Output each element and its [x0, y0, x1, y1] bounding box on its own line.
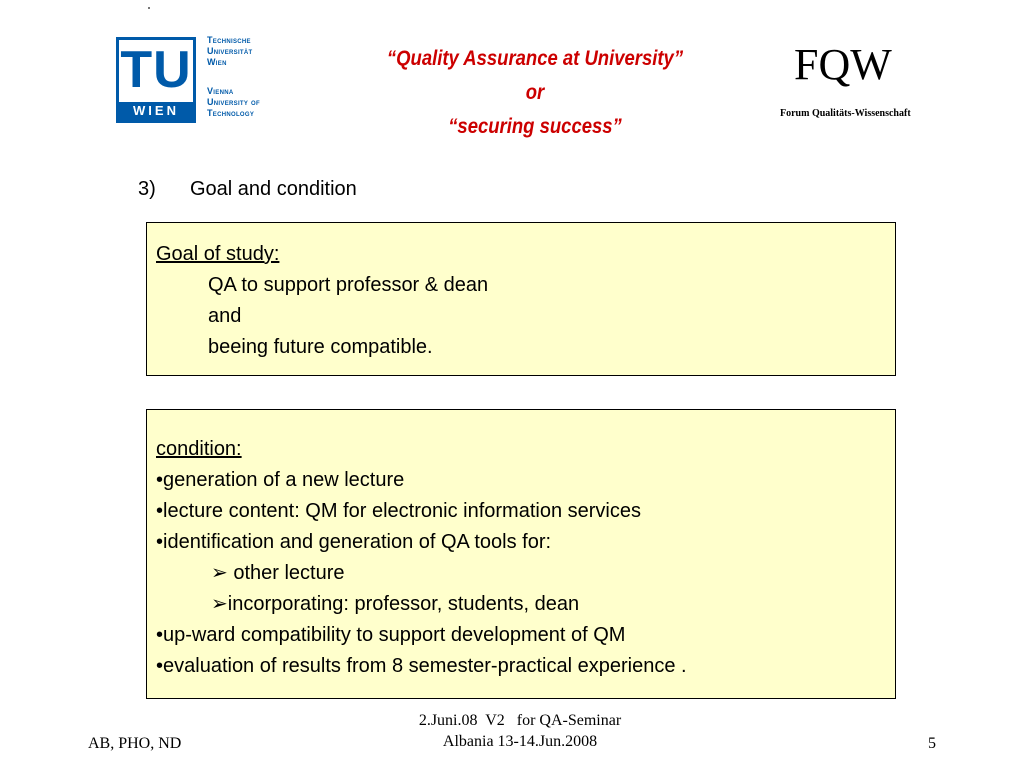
condition-heading: condition: — [156, 438, 242, 460]
footer-event-line: 2.Juni.08 V2 for QA-Seminar — [418, 712, 622, 729]
slide-title — [328, 42, 742, 144]
org-full-name: Forum Qualitäts-Wissenschaft — [780, 108, 911, 119]
title-line: “Quality Assurance at University” — [386, 47, 684, 70]
condition-subitem: ➢incorporating: professor, students, dean — [211, 593, 580, 615]
section-title: Goal and condition — [190, 178, 357, 200]
logo-name-en-line: Technology — [207, 108, 255, 118]
logo-name-de-line: Wien — [207, 57, 227, 67]
section-number: 3) — [138, 178, 156, 200]
footer-event-info — [340, 710, 700, 752]
footer-authors: AB, PHO, ND — [88, 735, 182, 752]
decorative-dot — [148, 7, 150, 9]
goal-heading: Goal of study: — [156, 243, 280, 265]
logo-name-en-line: University of — [207, 97, 260, 107]
footer-event-line: Albania 13-14.Jun.2008 — [442, 733, 598, 750]
goal-line: QA to support professor & dean — [208, 274, 489, 296]
goal-line: and — [208, 305, 242, 327]
condition-item: •up-ward compatibility to support development of QM — [156, 624, 626, 646]
logo-name-de-line: Technische — [207, 35, 251, 45]
condition-item: •identification and generation of QA tools for: — [156, 531, 552, 553]
goal-box — [146, 222, 896, 376]
condition-item: •generation of a new lecture — [156, 469, 405, 491]
logo-name-english — [207, 86, 260, 119]
tu-wien-logo — [116, 37, 196, 123]
condition-item: •evaluation of results from 8 semester-practical experience . — [156, 655, 687, 677]
condition-box — [146, 409, 896, 699]
logo-name-en-line: Vienna — [207, 86, 234, 96]
logo-name-german — [207, 35, 252, 68]
section-heading — [138, 176, 357, 202]
page-number: 5 — [928, 735, 936, 752]
org-abbreviation: FQW — [794, 40, 892, 89]
title-line: “securing success” — [448, 115, 622, 138]
logo-bar: WIEN — [119, 102, 193, 120]
goal-line: beeing future compatible. — [208, 336, 433, 358]
logo-mark: TU — [120, 41, 192, 99]
logo-name-de-line: Universität — [207, 46, 253, 56]
condition-item: •lecture content: QM for electronic information services — [156, 500, 641, 522]
condition-subitem: ➢ other lecture — [211, 562, 345, 584]
title-line: or — [525, 81, 545, 104]
